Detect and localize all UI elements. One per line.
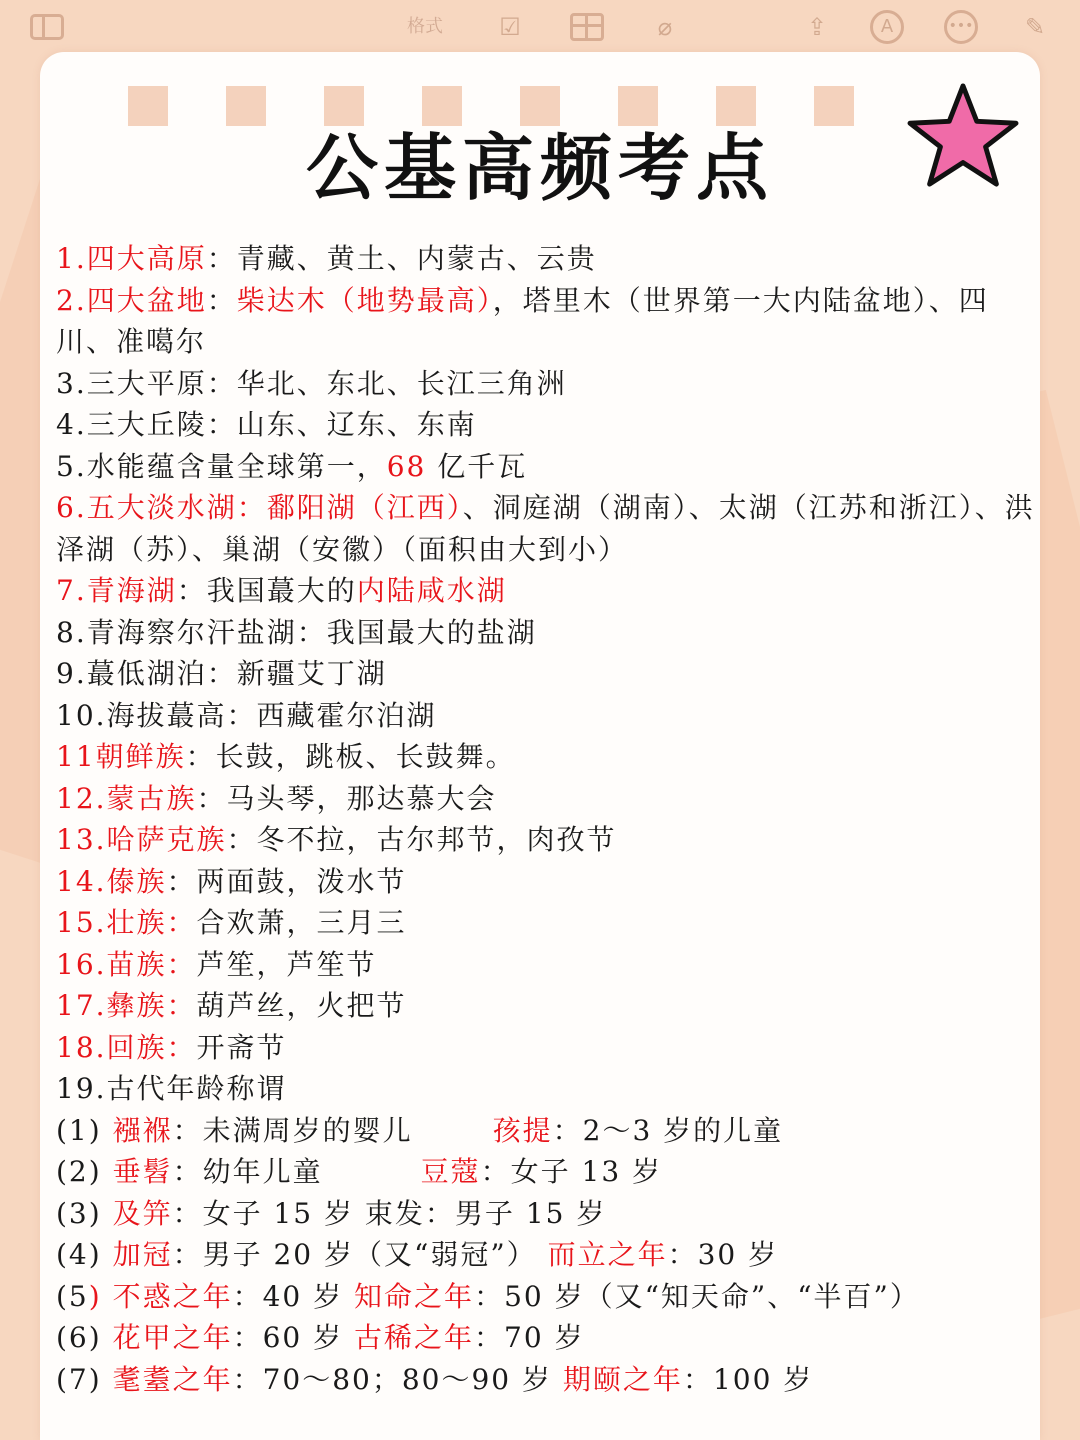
list-item: 5.水能蕴含量全球第一，68 亿千瓦 [56,449,528,483]
age-term-row: (6) 花甲之年：60 岁 古稀之年：70 岁 [56,1321,585,1354]
sidebar-icon[interactable] [30,14,64,40]
list-item: 1.四大高原：青藏、黄土、内蒙古、云贵 [56,242,597,275]
list-item: 16.苗族：芦笙，芦笙节 [56,947,377,981]
list-item: 18.回族：开斋节 [56,1030,287,1064]
markup-icon[interactable]: A [870,10,904,44]
list-item: 19.古代年龄称谓 [56,1072,287,1105]
age-term-row: (7) 耄耋之年：70～80；80～90 岁 期颐之年：100 岁 [56,1362,814,1396]
paperclip-icon[interactable]: ⌀ [657,13,673,41]
page-title: 公基高频考点 [305,126,774,210]
age-term-row: (4) 加冠：男子 20 岁（又“弱冠”） 而立之年：30 岁 [56,1238,779,1271]
checklist-icon[interactable]: ☑ [499,13,521,41]
list-item: 15.壮族：合欢萧，三月三 [56,906,407,939]
list-item: 12.蒙古族：马头琴，那达慕大会 [56,781,497,815]
list-item: 2.四大盆地：柴达木（地势最高），塔里木（世界第一大内陆盆地）、四川、准噶尔 [56,283,989,358]
list-item: 8.青海察尔汗盐湖：我国最大的盐湖 [56,615,537,649]
age-term-row: (5) 不惑之年：40 岁 知命之年：50 岁（又“知天命”、“半百”） [56,1279,920,1313]
more-icon[interactable]: ••• [944,10,978,44]
list-item: 4.三大丘陵：山东、辽东、东南 [56,408,477,441]
compose-icon[interactable]: ✎ [1024,13,1046,41]
list-item: 14.傣族：两面鼓，泼水节 [56,864,407,898]
list-item: 3.三大平原：华北、东北、长江三角洲 [56,366,567,400]
list-item: 10.海拔蕞高：西藏霍尔泊湖 [56,698,437,732]
list-item: 7.青海湖：我国蕞大的内陆咸水湖 [56,574,507,607]
notes-toolbar [0,0,1080,56]
list-item: 9.蕞低湖泊：新疆艾丁湖 [56,657,387,690]
list-item: 6.五大淡水湖：鄱阳湖（江西）、洞庭湖（湖南）、太湖（江苏和浙江）、洪泽湖（苏）、巢湖（安徽）（面积由大到小） [56,491,1035,566]
age-term-row: (3) 及笄：女子 15 岁 束发：男子 15 岁 [56,1196,607,1230]
age-term-row: (2) 垂髫：幼年儿童 豆蔻：女子 13 岁 [56,1155,663,1188]
note-content [56,238,1046,1400]
list-item: 13.哈萨克族：冬不拉，古尔邦节，肉孜节 [56,823,617,856]
share-icon[interactable]: ⇪ [806,13,828,41]
star-icon [904,82,1022,190]
age-term-row: (1) 襁褓：未满周岁的婴儿 孩提：2～3 岁的儿童 [56,1113,784,1147]
list-item: 11朝鲜族：长鼓，跳板、长鼓舞。 [56,740,516,773]
list-item: 17.彝族：葫芦丝，火把节 [56,989,407,1022]
format-button[interactable]: 格式 [407,16,443,37]
table-icon[interactable] [570,13,604,41]
